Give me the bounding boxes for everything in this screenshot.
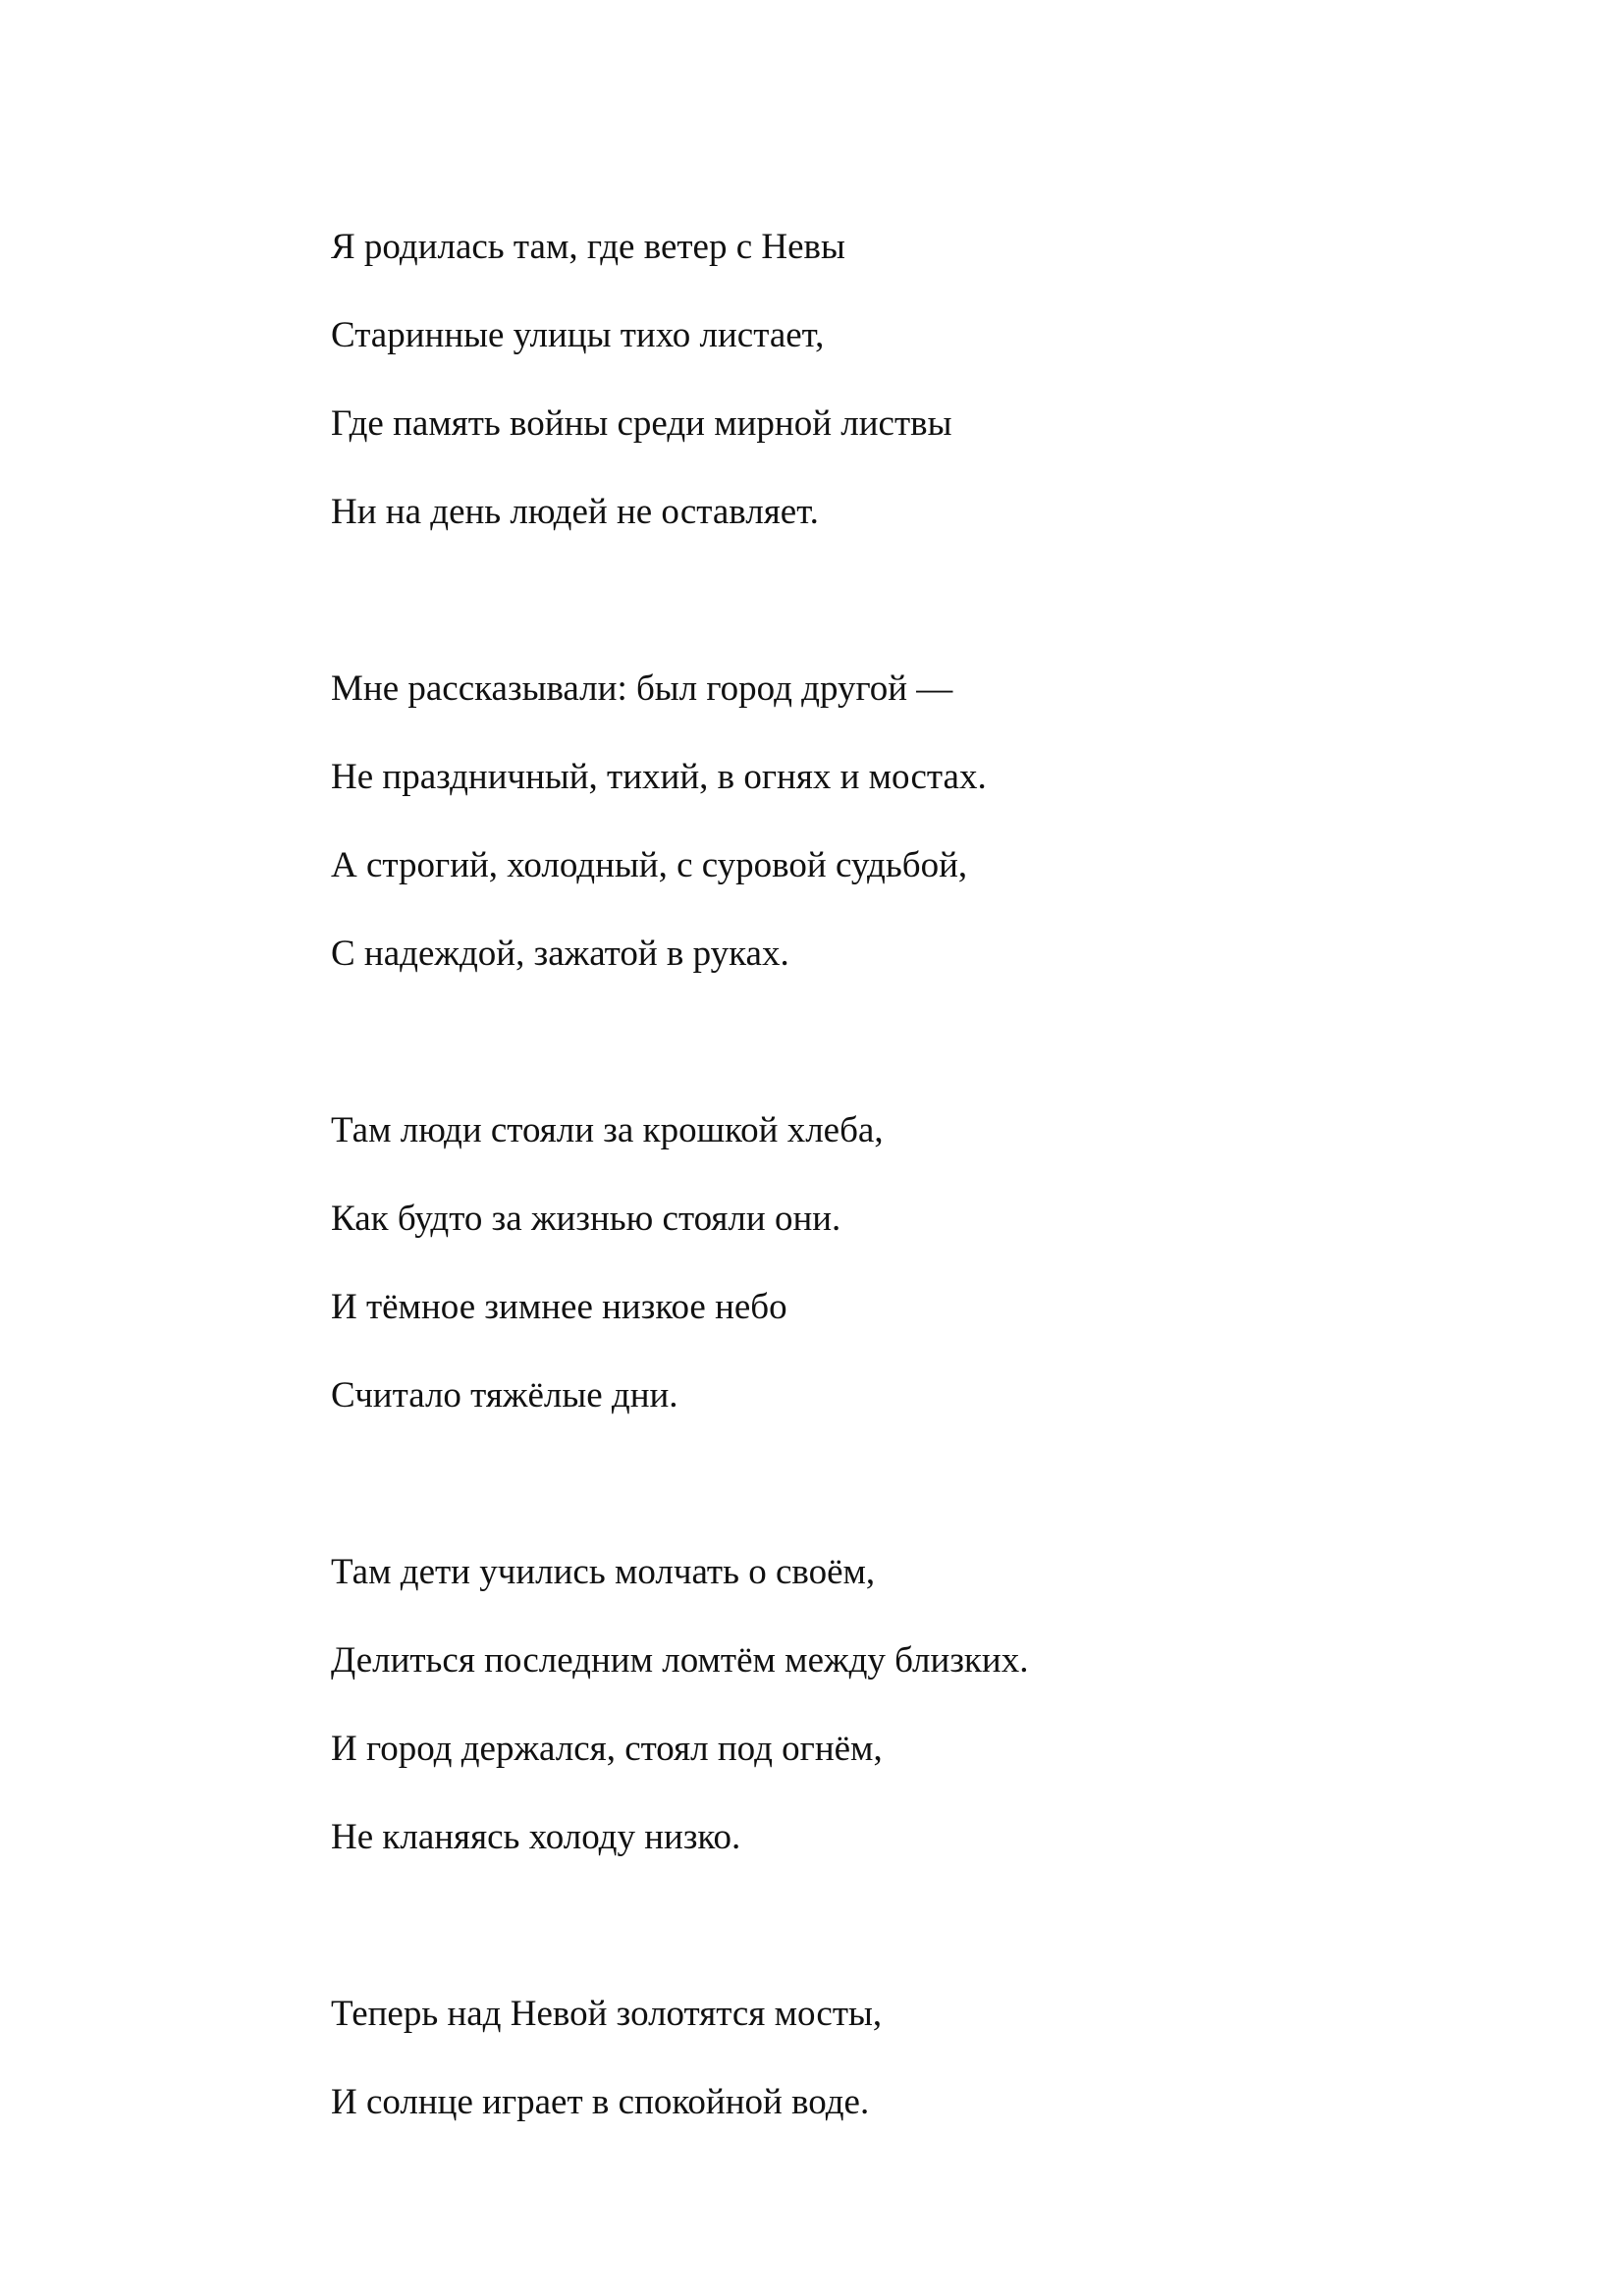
poem-line: Где память войны среди мирной листвы	[331, 403, 952, 444]
poem-line: Мне рассказывали: был город другой —	[331, 668, 953, 709]
poem-line: Я родилась там, где ветер с Невы	[331, 227, 845, 267]
stanza-2	[331, 660, 1509, 1013]
stanza-1	[331, 218, 1509, 571]
stanza-5	[331, 1985, 1509, 2162]
poem-line: Не кланяясь холоду низко.	[331, 1817, 741, 1857]
poem-line: Считало тяжёлые дни.	[331, 1375, 678, 1415]
poem-line: Ни на день людей не оставляет.	[331, 492, 819, 532]
poem-line: Там дети учились молчать о своём,	[331, 1552, 876, 1592]
poem-line: А строгий, холодный, с суровой судьбой,	[331, 845, 968, 885]
poem-line: Теперь над Невой золотятся мосты,	[331, 1994, 883, 2034]
poem-line: С надеждой, зажатой в руках.	[331, 934, 789, 974]
stanza-4	[331, 1543, 1509, 1896]
poem-line: Не праздничный, тихий, в огнях и мостах.	[331, 757, 987, 797]
poem-line: И тёмное зимнее низкое небо	[331, 1287, 787, 1327]
stanza-3	[331, 1101, 1509, 1455]
poem-line: И город держался, стоял под огнём,	[331, 1729, 883, 1769]
poem-line: Как будто за жизнью стояли они.	[331, 1199, 841, 1239]
poem-line: И солнце играет в спокойной воде.	[331, 2082, 870, 2122]
poem-line: Делиться последним ломтём между близких.	[331, 1640, 1029, 1681]
poem-line: Старинные улицы тихо листает,	[331, 315, 825, 355]
poem-line: Там люди стояли за крошкой хлеба,	[331, 1110, 884, 1150]
poem-body	[331, 218, 1509, 2162]
